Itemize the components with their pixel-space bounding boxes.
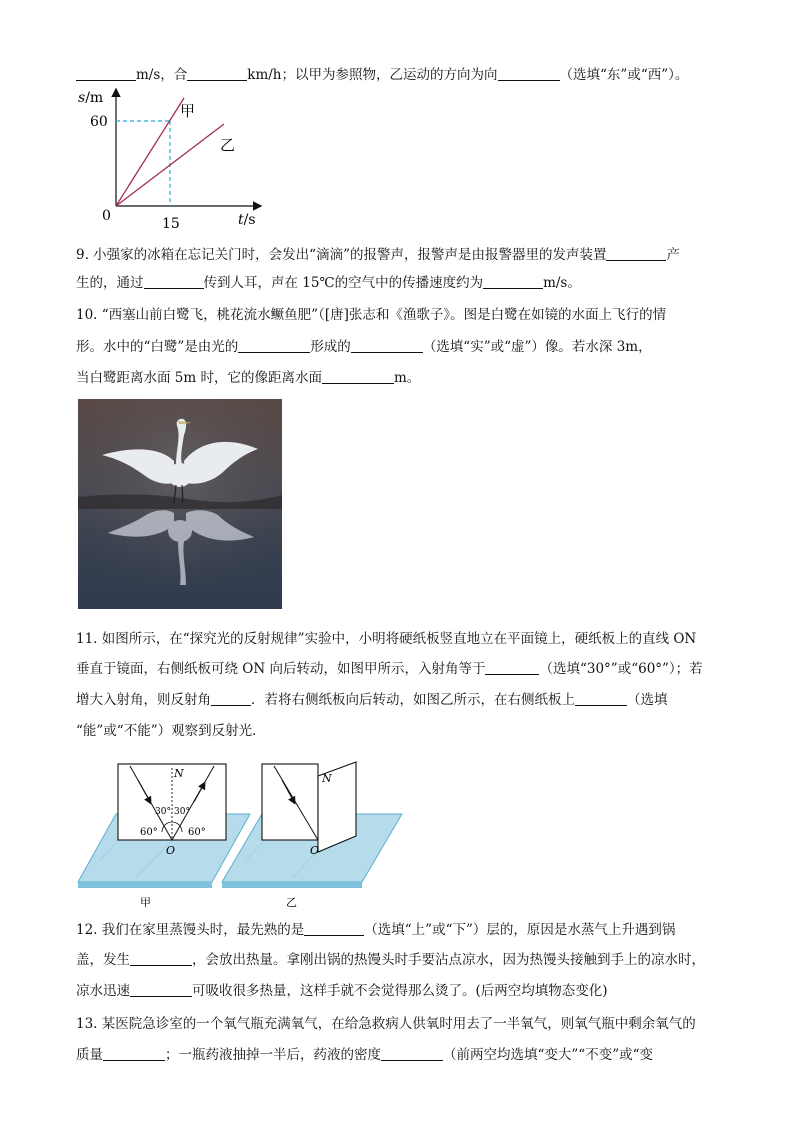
- q9-line1: 9. 小强家的冰箱在忘记关门时，会发出“滴滴”的报警声，报警声是由报警器里的发声装置 产: [76, 247, 680, 263]
- q11-line1: 11. 如图所示，在“探究光的反射规律”实验中，小明将硬纸板竖直地立在平面镜上，硬纸板上的直线 ON: [76, 631, 697, 647]
- q13-line1: 13. 某医院急诊室的一个氧气瓶充满氧气，在给急救病人供氧时用去了一半氧气，则氧气瓶中剩余氧气的: [76, 1016, 696, 1032]
- y-tick-label: 60: [90, 114, 108, 130]
- answer-blank[interactable]: [351, 338, 423, 353]
- caption-jia: 甲: [140, 896, 151, 909]
- series-label-jia: 甲: [180, 102, 196, 120]
- q11-line3: 增大入射角，则反射角 ．若将右侧纸板向后转动，如图乙所示，在右侧纸板上 （选填: [76, 692, 668, 708]
- answer-blank[interactable]: [103, 1046, 165, 1061]
- series-label-yi: 乙: [220, 136, 236, 154]
- angle-30-left: 30°: [155, 807, 171, 817]
- angle-30-right: 30°: [174, 807, 190, 817]
- answer-blank[interactable]: [130, 982, 192, 997]
- answer-blank[interactable]: [76, 66, 136, 81]
- answer-blank[interactable]: [211, 691, 251, 706]
- y-axis-label: s/m: [78, 90, 104, 106]
- q11-line4: “能”或“不能”）观察到反射光．: [76, 723, 266, 739]
- answer-blank[interactable]: [606, 246, 666, 261]
- q11-line2: 垂直于镜面，右侧纸板可绕 ON 向后转动，如图甲所示，入射角等于 （选填“30°”或“60°”）；若: [76, 661, 703, 677]
- label-O-yi: O: [310, 844, 320, 857]
- label-O-jia: O: [166, 844, 176, 857]
- label-N-yi: N: [322, 772, 332, 785]
- answer-blank[interactable]: [322, 369, 394, 384]
- answer-blank[interactable]: [130, 951, 192, 966]
- answer-blank[interactable]: [483, 274, 543, 289]
- q12-line3: 凉水迅速 可吸收很多热量，这样手就不会觉得那么烫了。(后两空均填物态变化): [76, 983, 608, 999]
- cardboard-yi-left: [262, 764, 318, 840]
- answer-blank[interactable]: [485, 660, 539, 675]
- x-tick-label: 15: [162, 216, 180, 232]
- q10-line1: 10. “西塞山前白鹭飞，桃花流水鳜鱼肥”（[唐]张志和《渔歌子》。图是白鹭在如镜的水面上飞行的情: [76, 307, 667, 323]
- x-axis-label: t/s: [238, 212, 256, 228]
- egret-photo: [78, 399, 282, 609]
- q8-line1: m/s，合 km/h；以甲为参照物，乙运动的方向为向 （选填“东”或“西”）。: [76, 63, 688, 83]
- q12-line1: 12. 我们在家里蒸馒头时，最先熟的是 （选填“上”或“下”）层的，原因是水蒸气上升遇到锅: [76, 922, 676, 938]
- origin-label: 0: [102, 208, 111, 224]
- answer-blank[interactable]: [144, 274, 204, 289]
- angle-60-left: 60°: [140, 827, 158, 838]
- reflection-figure: [76, 760, 416, 910]
- q10-line3: 当白鹭距离水面 5m 时，它的像距离水面 m。: [76, 370, 421, 386]
- s-t-graph: [74, 84, 274, 234]
- caption-yi: 乙: [286, 896, 297, 909]
- answer-blank[interactable]: [575, 691, 627, 706]
- q13-line2: 质量 ；一瓶药液抽掉一半后，药液的密度 （前两空均选填“变大”“不变”或“变: [76, 1047, 654, 1063]
- answer-blank[interactable]: [187, 66, 247, 81]
- answer-blank[interactable]: [304, 921, 364, 936]
- series-line-jia: [116, 98, 184, 206]
- q9-line2: 生的，通过 传到人耳，声在 15℃的空气中的传播速度约为 m/s。: [76, 275, 581, 291]
- q12-line2: 盖，发生 ，会放出热量。拿刚出锅的热馒头时手要沾点凉水，因为热馒头接触到手上的凉水时，: [76, 952, 705, 968]
- angle-60-right: 60°: [188, 827, 206, 838]
- answer-blank[interactable]: [381, 1046, 443, 1061]
- label-N-jia: N: [174, 767, 184, 780]
- answer-blank[interactable]: [238, 338, 310, 353]
- q10-line2: 形。水中的“白鹭”是由光的 形成的 （选填“实”或“虚”）像。若水深 3m，: [76, 339, 652, 355]
- answer-blank[interactable]: [498, 66, 560, 81]
